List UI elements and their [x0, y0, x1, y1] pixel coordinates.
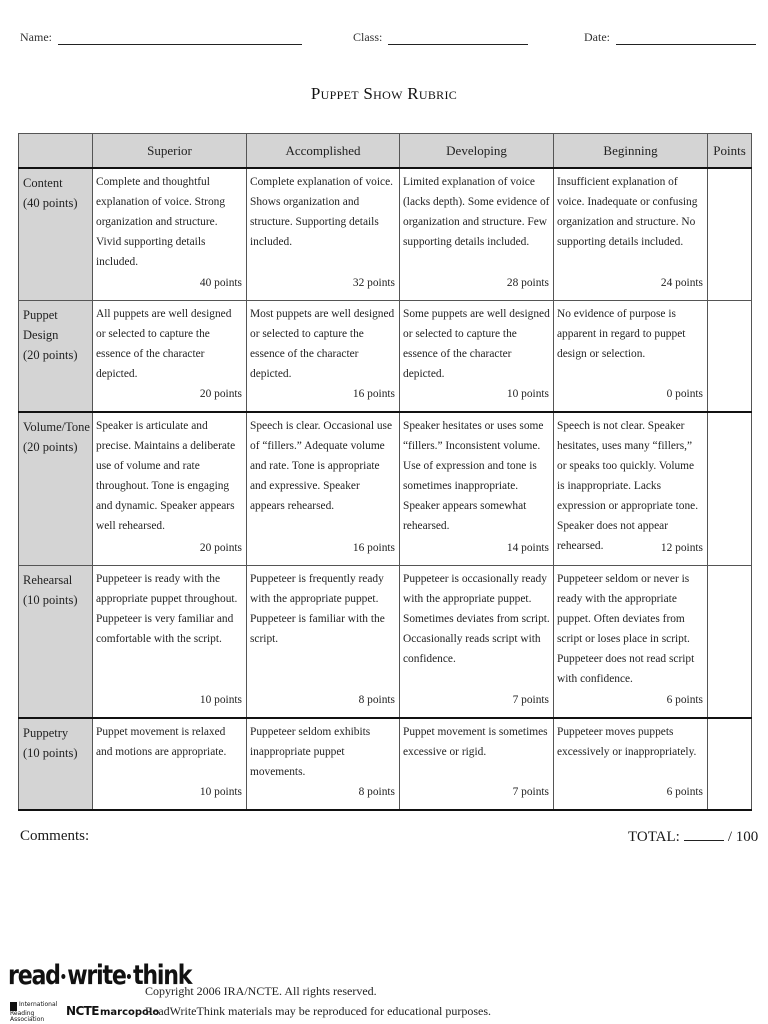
- row-category: Volume/Tone: [23, 420, 90, 434]
- row-category: Puppet Design: [23, 307, 59, 342]
- row-weight: (10 points): [23, 592, 78, 607]
- cell-description: Complete and thoughtful explanation of voice. Strong organization and structure. Vivid supporting details included.: [96, 176, 226, 268]
- cell-description: Speech is clear. Occasional use of “fillers.” Adequate volume and rate. Tone is appropriate and expressive. Speaker appears rehearsed.: [250, 420, 393, 512]
- column-header-superior: Superior: [93, 134, 247, 169]
- cell-points: 8 points: [358, 786, 395, 798]
- rubric-cell: [400, 565, 554, 718]
- logo-think: think: [132, 960, 192, 991]
- points-entry-cell[interactable]: [708, 412, 752, 565]
- rubric-cell: [247, 565, 400, 718]
- marcopolo-logo: marcopolo: [100, 1007, 160, 1018]
- row-category: Content: [23, 176, 63, 190]
- logo-read: read: [8, 960, 60, 991]
- rubric-row-rehearsal: [19, 565, 752, 718]
- row-weight: (20 points): [23, 440, 78, 454]
- logo-dot-icon: [61, 974, 65, 979]
- cell-description: Puppeteer is frequently ready with the appropriate puppet. Puppeteer is familiar with the script.: [250, 572, 385, 645]
- cell-description: Puppeteer is occasionally ready with the appropriate puppet. Sometimes deviates from script. Occasionally reads script with confidence.: [403, 572, 550, 665]
- cell-points: 7 points: [512, 786, 549, 798]
- column-header-developing: Developing: [400, 134, 554, 169]
- cell-points: 12 points: [660, 541, 703, 554]
- rubric-cell: [400, 300, 554, 412]
- name-line[interactable]: [58, 30, 302, 45]
- date-field[interactable]: [584, 30, 756, 45]
- cell-points: 6 points: [666, 694, 703, 706]
- cell-description: No evidence of purpose is apparent in regard to puppet design or selection.: [557, 307, 686, 360]
- points-entry-cell[interactable]: [708, 168, 752, 300]
- date-line[interactable]: [616, 30, 756, 45]
- rubric-cell: [400, 168, 554, 300]
- cell-description: Some puppets are well designed or selected to capture the essence of the character depicted.: [403, 307, 550, 380]
- row-weight: (20 points): [23, 347, 78, 362]
- cell-description: Limited explanation of voice (lacks depth). Some evidence of organization and structure. Few supporting details included.: [403, 176, 550, 248]
- reproduction-note: ReadWriteThink materials may be reproduced for educational purposes.: [145, 1004, 492, 1018]
- cell-description: Puppeteer moves puppets excessively or inappropriately.: [557, 726, 697, 758]
- row-header-volume-tone: [19, 412, 93, 565]
- cell-description: Speaker is articulate and precise. Maintains a deliberate use of volume and rate throughout. Tone is engaging and dynamic. Speaker appears well rehearsed.: [96, 420, 236, 532]
- column-header-points: Points: [708, 134, 752, 169]
- cell-points: 16 points: [352, 541, 395, 554]
- column-header-beginning: Beginning: [554, 134, 708, 169]
- cell-points: 7 points: [512, 694, 549, 706]
- rubric-cell: [554, 412, 708, 565]
- row-weight: (40 points): [23, 196, 78, 210]
- class-label: Class:: [353, 30, 383, 44]
- cell-description: Speech is not clear. Speaker hesitates, uses many “fillers,” or speaks too quickly. Volume is inappropriate. Lacks expression or appropriate tone. Speaker does not appear rehearsed.: [557, 420, 699, 552]
- cell-description: Puppeteer seldom exhibits inappropriate puppet movements.: [250, 726, 371, 778]
- name-field[interactable]: [20, 30, 302, 45]
- readwritethink-logo: [8, 960, 192, 1023]
- rubric-cell: [93, 565, 247, 718]
- cell-points: 10 points: [199, 694, 242, 706]
- cell-points: 32 points: [352, 276, 395, 289]
- name-label: Name:: [20, 30, 52, 44]
- date-label: Date:: [584, 30, 610, 44]
- rubric-cell: [247, 718, 400, 810]
- rubric-cell: [554, 565, 708, 718]
- rubric-cell: [93, 718, 247, 810]
- points-entry-cell[interactable]: [708, 300, 752, 412]
- rubric-cell: [554, 168, 708, 300]
- class-field[interactable]: [353, 30, 528, 45]
- copyright-block: [145, 981, 491, 1021]
- rubric-header-row: [19, 134, 752, 169]
- row-weight: (10 points): [23, 746, 78, 760]
- cell-points: 8 points: [358, 694, 395, 706]
- total-label: TOTAL:: [628, 829, 680, 845]
- cell-points: 6 points: [666, 786, 703, 798]
- corner-cell: [19, 134, 93, 169]
- cell-points: 24 points: [660, 276, 703, 289]
- rubric-cell: [400, 412, 554, 565]
- points-entry-cell[interactable]: [708, 718, 752, 810]
- class-line[interactable]: [388, 30, 528, 45]
- column-header-accomplished: Accomplished: [247, 134, 400, 169]
- row-header-rehearsal: [19, 565, 93, 718]
- rubric-cell: [247, 168, 400, 300]
- ncte-logo: NCTE: [66, 1004, 99, 1018]
- copyright-text: Copyright 2006 IRA/NCTE. All rights reserved.: [145, 984, 377, 998]
- cell-description: All puppets are well designed or selected to capture the essence of the character depicted.: [96, 307, 232, 380]
- comments-label: Comments:: [20, 828, 90, 844]
- rubric-row-content: [19, 168, 752, 300]
- total-field: [628, 828, 758, 846]
- total-out-of: / 100: [727, 829, 759, 845]
- rubric-row-volume-tone: [19, 412, 752, 565]
- rubric-cell: [400, 718, 554, 810]
- cell-points: 20 points: [199, 541, 242, 554]
- cell-points: 10 points: [506, 388, 549, 400]
- rubric-cell: [93, 168, 247, 300]
- logo-dot-icon: [127, 974, 131, 979]
- ira-text: International Reading Association: [10, 1001, 58, 1023]
- cell-description: Puppeteer is ready with the appropriate puppet throughout. Puppeteer is very familiar and comfortable with the script.: [96, 572, 238, 645]
- cell-points: 0 points: [666, 388, 703, 400]
- cell-description: Complete explanation of voice. Shows organization and structure. Supporting details included.: [250, 176, 393, 248]
- rubric-cell: [93, 412, 247, 565]
- cell-points: 20 points: [199, 388, 242, 400]
- row-header-puppet-design: [19, 300, 93, 412]
- cell-description: Insufficient explanation of voice. Inadequate or confusing organization and structure. No supporting details included.: [557, 176, 698, 248]
- row-category: Rehearsal: [23, 572, 73, 587]
- rubric-cell: [247, 412, 400, 565]
- cell-points: 28 points: [506, 276, 549, 289]
- points-entry-cell[interactable]: [708, 565, 752, 718]
- cell-description: Puppeteer seldom or never is ready with the appropriate puppet. Often deviates from script or loses place in script. Puppeteer does not read script with confidence.: [557, 572, 695, 685]
- ira-logo: [10, 1002, 64, 1023]
- cell-description: Puppet movement is relaxed and motions are appropriate.: [96, 726, 227, 758]
- row-header-puppetry: [19, 718, 93, 810]
- rubric-cell: [554, 300, 708, 412]
- rubric-row-puppetry: [19, 718, 752, 810]
- row-header-content: [19, 168, 93, 300]
- page-title: Puppet Show Rubric: [310, 84, 458, 103]
- rubric-row-puppet-design: [19, 300, 752, 412]
- total-blank[interactable]: [684, 828, 724, 841]
- cell-points: 14 points: [506, 541, 549, 554]
- row-category: Puppetry: [23, 726, 69, 740]
- cell-description: Most puppets are well designed or selected to capture the essence of the character depicted.: [250, 307, 395, 380]
- rubric-cell: [554, 718, 708, 810]
- cell-description: Puppet movement is sometimes excessive or rigid.: [403, 726, 548, 758]
- cell-points: 40 points: [199, 276, 242, 289]
- rubric-table: [18, 133, 752, 811]
- cell-points: 16 points: [352, 388, 395, 400]
- rubric-cell: [247, 300, 400, 412]
- logo-write: write: [67, 960, 126, 991]
- rubric-cell: [93, 300, 247, 412]
- cell-description: Speaker hesitates or uses some “fillers.” Inconsistent volume. Use of expression and tone is sometimes inappropriate. Speaker appears somewhat rehearsed.: [403, 420, 544, 532]
- cell-points: 10 points: [199, 786, 242, 798]
